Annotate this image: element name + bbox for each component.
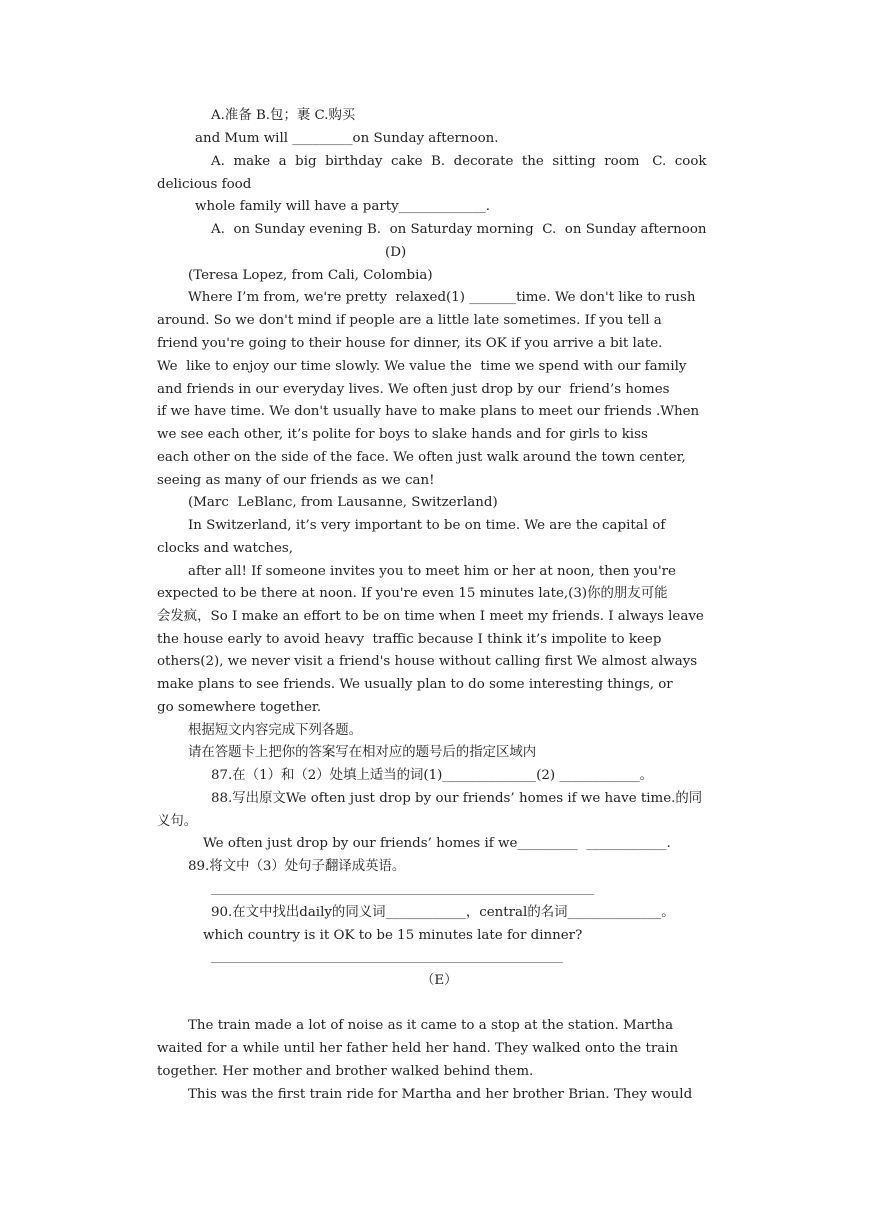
paragraph-line: 会发疯，So I make an effort to be on time when I meet my friends. I always leave bbox=[157, 609, 704, 624]
paragraph-line: others(2), we never visit a friend's house without calling first We almost always bbox=[157, 654, 698, 669]
answer-rule-91 bbox=[211, 962, 563, 963]
instruction-line: 根据短文内容完成下列各题。 bbox=[188, 723, 363, 738]
question-90: 90.在文中找出daily的同义词____________，central的名词______________。 bbox=[211, 905, 675, 920]
section-heading-d: (D) bbox=[385, 245, 407, 260]
question-91: which country is it OK to be 15 minutes late for dinner? bbox=[203, 928, 583, 943]
options-line: A. make a big birthday cake B. decorate the sitting room C. cook bbox=[211, 154, 707, 169]
paragraph-line: if we have time. We don't usually have to make plans to meet our friends .When bbox=[157, 404, 700, 419]
paragraph-line: after all! If someone invites you to meet him or her at noon, then you're bbox=[188, 564, 676, 579]
question-87: 87.在（1）和（2）处填上适当的词(1)______________(2) ____________。 bbox=[211, 768, 654, 783]
speaker-heading: (Teresa Lopez, from Cali, Colombia) bbox=[188, 268, 433, 283]
answer-rule-89 bbox=[211, 894, 594, 895]
paragraph-line: friend you're going to their house for dinner, its OK if you arrive a bit late. bbox=[157, 336, 663, 351]
answer-line-88: We often just drop by our friends’ homes if we_________ ____________. bbox=[203, 836, 671, 851]
question-line: whole family will have a party_____________. bbox=[195, 199, 490, 214]
options-line: A. on Sunday evening B. on Saturday morning C. on Sunday afternoon bbox=[211, 222, 707, 237]
paragraph-line: and friends in our everyday lives. We often just drop by our friend’s homes bbox=[157, 382, 670, 397]
paragraph-line: expected to be there at noon. If you're even 15 minutes late,(3)你的朋友可能 bbox=[157, 586, 668, 601]
options-line-cont: delicious food bbox=[157, 177, 252, 192]
paragraph-line: make plans to see friends. We usually plan to do some interesting things, or bbox=[157, 677, 673, 692]
paragraph-line: clocks and watches, bbox=[157, 541, 294, 556]
paragraph-line: Where I’m from, we're pretty relaxed(1) _______time. We don't like to rush bbox=[188, 290, 696, 305]
paragraph-line: together. Her mother and brother walked behind them. bbox=[157, 1064, 534, 1079]
speaker-heading: (Marc LeBlanc, from Lausanne, Switzerland) bbox=[188, 495, 498, 510]
question-88: 88.写出原文We often just drop by our friends’ homes if we have time.的同 bbox=[211, 791, 703, 806]
options-line-prev: A.准备 B.包；裹 C.购买 bbox=[211, 108, 356, 123]
paragraph-line: waited for a while until her father held her hand. They walked onto the train bbox=[157, 1041, 679, 1056]
section-heading-e: （E） bbox=[421, 973, 458, 988]
paragraph-line: each other on the side of the face. We often just walk around the town center, bbox=[157, 450, 686, 465]
paragraph-line: go somewhere together. bbox=[157, 700, 322, 715]
paragraph-line: around. So we don't mind if people are a little late sometimes. If you tell a bbox=[157, 313, 662, 328]
question-line: and Mum will _________on Sunday afternoon. bbox=[195, 131, 499, 146]
paragraph-line: We like to enjoy our time slowly. We value the time we spend with our family bbox=[157, 359, 687, 374]
instruction-line: 请在答题卡上把你的答案写在相对应的题号后的指定区域内 bbox=[188, 745, 537, 760]
paragraph-line: In Switzerland, it’s very important to be on time. We are the capital of bbox=[188, 518, 666, 533]
paragraph-line: seeing as many of our friends as we can! bbox=[157, 473, 435, 488]
paragraph-line: the house early to avoid heavy traffic because I think it’s impolite to keep bbox=[157, 632, 662, 647]
question-89: 89.将文中（3）处句子翻译成英语。 bbox=[188, 859, 406, 874]
paragraph-line: we see each other, it’s polite for boys to slake hands and for girls to kiss bbox=[157, 427, 648, 442]
paragraph-line: This was the first train ride for Martha and her brother Brian. They would bbox=[188, 1087, 693, 1102]
question-88-cont: 义句。 bbox=[157, 814, 198, 829]
paragraph-line: The train made a lot of noise as it came to a stop at the station. Martha bbox=[188, 1018, 674, 1033]
